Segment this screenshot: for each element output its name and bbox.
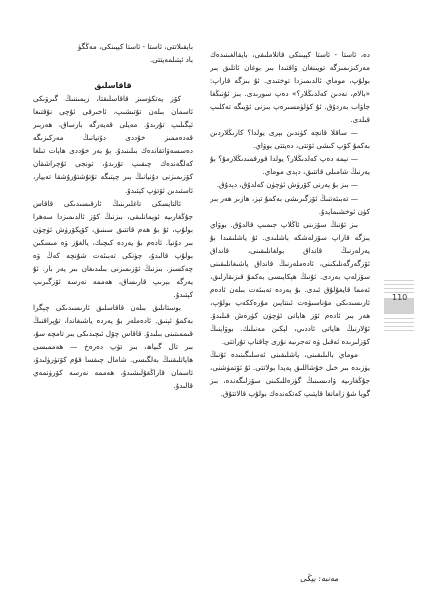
tab-stripe [384,322,414,323]
right-paragraph-2: — ساقلا قانچە كۈندىن بېرى يولدا؟ كارىڭلاردىن بەكمۇ كۆپ كىشى ئۆتتى، دەيتتى بوۋاي. [210,128,370,151]
left-intro-line-1: بايقىلاتتى، ئاستا - ئاستا كېيىنكى، مەڭگۈ [77,42,193,51]
left-intro-line-2: باد ئېتىلمەيتتى. [149,55,193,65]
right-paragraph-3: — نېمە دەپ كەلدىڭلار؟ يولدا قورقمىدىڭلارمۇ؟ بۇ يەرنىڭ شامىلى قاتتىق، دېدى موماي. [210,154,370,177]
right-column [210,48,370,566]
right-paragraph-7: موماي بالىلىقىنى، ياشلىقىنى ئەسلىگىنىدە ئۇنىڭ يۈزىدە بىر خىل خۇشاللىق پەيدا بولاتتى. ئۇ ئۆتمۈشنى، جۇڭغارىيە ۋادىسىنىڭ گۈزەللىكىنى سۆزلىگەندە، بىز گويا شۇ زامانغا قايتىپ كەتكەندەك بولۇپ قالاتتۇق. [210,350,370,399]
tab-stripe [384,318,414,319]
left-paragraph-3: بوستانلىق بىلەن قاقاسلىق ئارىسىدىكى چېگرا بەكمۇ ئېنىق. ئادەملەر بۇ يەردە ياشىغاندا، تۇپراقنىڭ قىممىتىنى بىلىدۇ. قاقاس چۆل ئىچىدىكى بىر تامچە سۇ، بىر تال گىياھ، بىر تۈپ دەرەخ — ھەممىسى ھاياتلىقنىڭ بەلگىسى. شامال چىقسا قۇم كۆتۈرۈلىدۇ، ئاسمان قاراڭغۇلىشىدۇ، ھەممە نەرسە كۆرۈنمەي قالىدۇ. [33,302,193,391]
left-paragraph-2: ئالتايسكى تاغلىرىنىڭ ئارقىسىدىكى قاقاس جۇڭغارىيە ئويمانلىقى، بىزنىڭ كۆز ئالدىمىزدا سەھرا بولۇپ، ئۇ بۇ ھەم قاتتىق سىنىق، كۆپكۆرۈش ئۈچۈن بىر دۇنيا. ئادەم بۇ يەردە كىچىك، يالغۇز ۋە مىسكىن بولۇپ قالىدۇ، چۈنكى تەبىئەت شۇنچە كەڭ ۋە چەكسىز. بىزنىڭ ئۆزىمىزنى بىلىدىغان بىر يەر بار. ئۇ يەرگە بېرىپ قارىساق، ھەممە نەرسە ئۆزگىرىپ كېتىدۇ. [33,198,193,299]
right-paragraph-5: — تەبىئەتنىڭ ئۆزگىرىشى بەكمۇ تېز، ھازىر ھەر بىر كۈن ئوخشىمايدۇ. [210,193,370,216]
right-paragraph-4: — بىز بۇ يەرنى كۆرۈش ئۈچۈن كەلدۇق، دېدۇق. [216,180,358,190]
left-column [33,40,193,558]
page-number: 110 [392,293,408,302]
signature: مەنبە: يېڭى [300,574,339,583]
tab-stripe [384,280,414,281]
right-paragraph-1: دە، ئاستا - ئاستا كېيىنكى قاتلاملىقى، بايقالغىنىدەك مەركىزىمىزگە تويىنغان ۋاقتىدا بىر بوغان ئاتلىق بىر بولۇپ، موماي ئالدىمىزدا توختىدى. ئۇ بىزگە قاراپ: «بالام، نەدىن كەلدىڭلار؟» دەپ سورىدى. بىز ئۇنىڭغا جاۋاب بەردۇق. ئۇ كۈلۈمسىرەپ بىزنى ئۆيىگە تەكلىپ قىلدى. [210,50,370,125]
left-paragraph-1: كۆز يەتكۈسىز قاقاسلىقتا، زېمىننىڭ گىرۋىكى ئاسمان بىلەن تۇتىشىپ، ئاخىرقى ئۇچى نۇقتىغا ئېگىلىپ تۇرىدۇ. مەيلى قەيەرگە بارساق، ھەربىر قەدەممىز خۇددى دۇنيانىڭ مەركىزىگە دەسسەۋاتقاندەك بىلىنىدۇ. بۇ بەر خۇددى ھايات تىلغا كەلگەندەك چىقىپ تۇرىدۇ، تونجى ئۇچراشقان كۆزىمىزنى دۇنيانىڭ بىر چېتىگە تۇتۇشتۇرۇشقا تەييار، ئاستىدىن ئۆتۈپ كېتىدۇ. [33,94,193,195]
right-paragraph-6: بىز ئۇنىڭ سۆزىنى ئاڭلاپ جىمىپ قالدۇق. بوۋاي بىزگە قاراپ سۆزلەشكە باشلىدى. ئۇ ياشلىقىدا بۇ يەرلەرنىڭ قانداق بولغانلىقىنى، قانداق ئۆزگەرگەنلىكىنى، ئادەملەرنىڭ قانداق ياشىغانلىقىنى سۆزلەپ بەردى. ئۇنىڭ ھېكايىسى بەكمۇ قىزىقارلىق، ئەمما قايغۇلۇق ئىدى. بۇ يەردە تەبىئەت بىلەن ئادەم ئارىسىدىكى مۇناسىۋەت ئىنتايىن مۇرەككەپ بولۇپ، ھەر بىر ئادەم ئۆز ھاياتى ئۈچۈن كۈرەش قىلىدۇ. ئۇلارنىڭ ھاياتى ئاددىي، لېكىن مەنىلىك. بوۋاينىڭ كۆزلىرىدە ئەقىل ۋە تەجرىبە نۇرى چاقناپ تۇراتتى. [210,219,370,347]
tab-stripe [384,288,414,289]
tab-stripe [384,284,414,285]
tab-stripe [384,330,414,331]
tab-stripe [384,326,414,327]
section-heading: قاقاسلىق [94,81,132,91]
